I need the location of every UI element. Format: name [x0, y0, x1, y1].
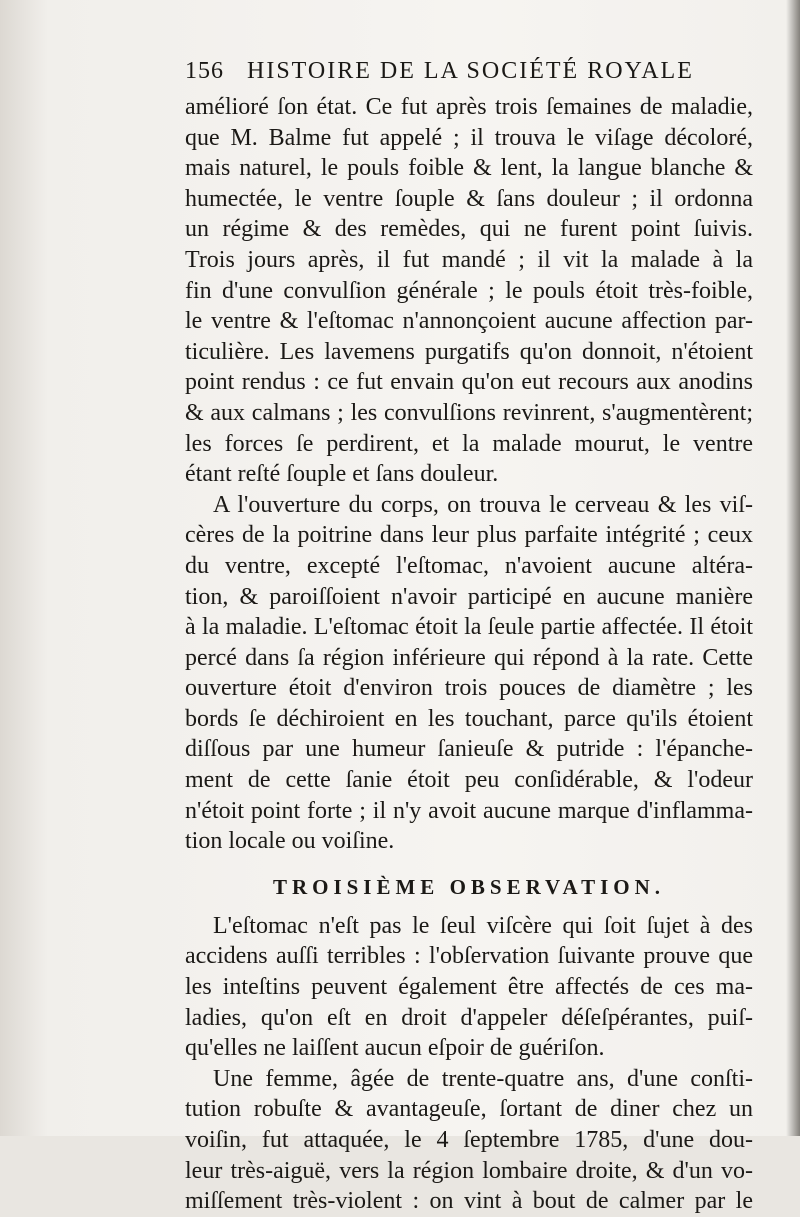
- text-line: les inteſtins peuvent également être affectés de ces ma-: [185, 974, 753, 1001]
- text-line: accidens auſſi terribles : l'obſervation ſuivante prouve que: [185, 943, 753, 970]
- text-line: L'eſtomac n'eſt pas le ſeul viſcère qui ſoit ſujet à des: [213, 912, 753, 939]
- text-line: tion, & paroiſſoient n'avoir participé en aucune manière: [185, 583, 753, 610]
- text-line: du ventre, excepté l'eſtomac, n'avoient aucune altéra-: [185, 552, 753, 579]
- text-line: que M. Balme fut appelé ; il trouva le viſage décoloré,: [185, 124, 753, 151]
- page-header: [185, 58, 753, 92]
- text-line: diſſous par une humeur ſanieuſe & putride : l'épanche-: [185, 736, 753, 763]
- text-line: ladies, qu'on eſt en droit d'appeler déſeſpérantes, puiſ-: [185, 1004, 753, 1031]
- page-gutter-shadow: [786, 0, 800, 1136]
- text-line: le ventre & l'eſtomac n'annonçoient aucune affection par-: [185, 308, 753, 335]
- text-line: point rendus : ce fut envain qu'on eut recours aux anodins: [185, 369, 753, 396]
- text-line: un régime & des remèdes, qui ne furent point ſuivis.: [185, 216, 753, 243]
- text-line: les forces ſe perdirent, et la malade mourut, le ventre: [185, 430, 753, 457]
- text-line: à la maladie. L'eſtomac étoit la ſeule partie affectée. Il étoit: [185, 614, 753, 641]
- text-line: tution robuſte & avantageuſe, ſortant de diner chez un: [185, 1096, 753, 1123]
- text-line: étant reſté ſouple et ſans douleur.: [185, 461, 499, 488]
- text-line: percé dans ſa région inférieure qui répond à la rate. Cette: [185, 644, 753, 671]
- text-line: mais naturel, le pouls foible & lent, la langue blanche &: [185, 155, 753, 182]
- text-line: A l'ouverture du corps, on trouva le cerveau & les viſ-: [213, 491, 753, 518]
- text-line: Trois jours après, il fut mandé ; il vit la malade à la: [185, 246, 753, 273]
- text-line: tion locale ou voiſine.: [185, 828, 395, 855]
- page-number: 156: [185, 58, 224, 84]
- paragraph-4: [185, 1064, 753, 1217]
- text-line: amélioré ſon état. Ce fut après trois ſemaines de maladie,: [185, 94, 753, 120]
- section-title: TROISIÈME OBSERVATION.: [272, 874, 666, 899]
- text-block: [185, 58, 753, 1217]
- text-line: & aux calmans ; les convulſions revinrent, s'augmentèrent;: [185, 399, 753, 426]
- text-line: fin d'une convulſion générale ; le pouls étoit très-foible,: [185, 277, 753, 304]
- text-line: leur très-aiguë, vers la région lombaire droite, & d'un vo-: [185, 1157, 753, 1184]
- text-line: ouverture étoit d'environ trois pouces de diamètre ; les: [185, 675, 753, 702]
- text-line: miſſement très-violent : on vint à bout de calmer par le: [185, 1188, 753, 1215]
- text-line: ment de cette ſanie étoit peu conſidérable, & l'odeur: [185, 767, 753, 794]
- text-line: qu'elles ne laiſſent aucun eſpoir de guériſon.: [185, 1035, 605, 1062]
- paragraph-1: [185, 92, 753, 490]
- text-line: cères de la poitrine dans leur plus parfaite intégrité ; ceux: [185, 522, 753, 549]
- text-line: n'étoit point forte ; il n'y avoit aucune marque d'inflamma-: [185, 797, 753, 824]
- text-line: Une femme, âgée de trente-quatre ans, d'une conſti-: [213, 1065, 753, 1092]
- text-line: ticulière. Les lavemens purgatifs qu'on donnoit, n'étoient: [185, 338, 753, 365]
- text-line: bords ſe déchiroient en les touchant, parce qu'ils étoient: [185, 705, 753, 732]
- running-head: HISTOIRE DE LA SOCIÉTÉ ROYALE: [247, 58, 694, 84]
- text-line: humectée, le ventre ſouple & ſans douleur ; il ordonna: [185, 185, 753, 212]
- paragraph-3: [185, 911, 753, 1064]
- text-line: voiſin, fut attaquée, le 4 ſeptembre 1785, d'une dou-: [185, 1127, 753, 1153]
- paragraph-2: [185, 490, 753, 857]
